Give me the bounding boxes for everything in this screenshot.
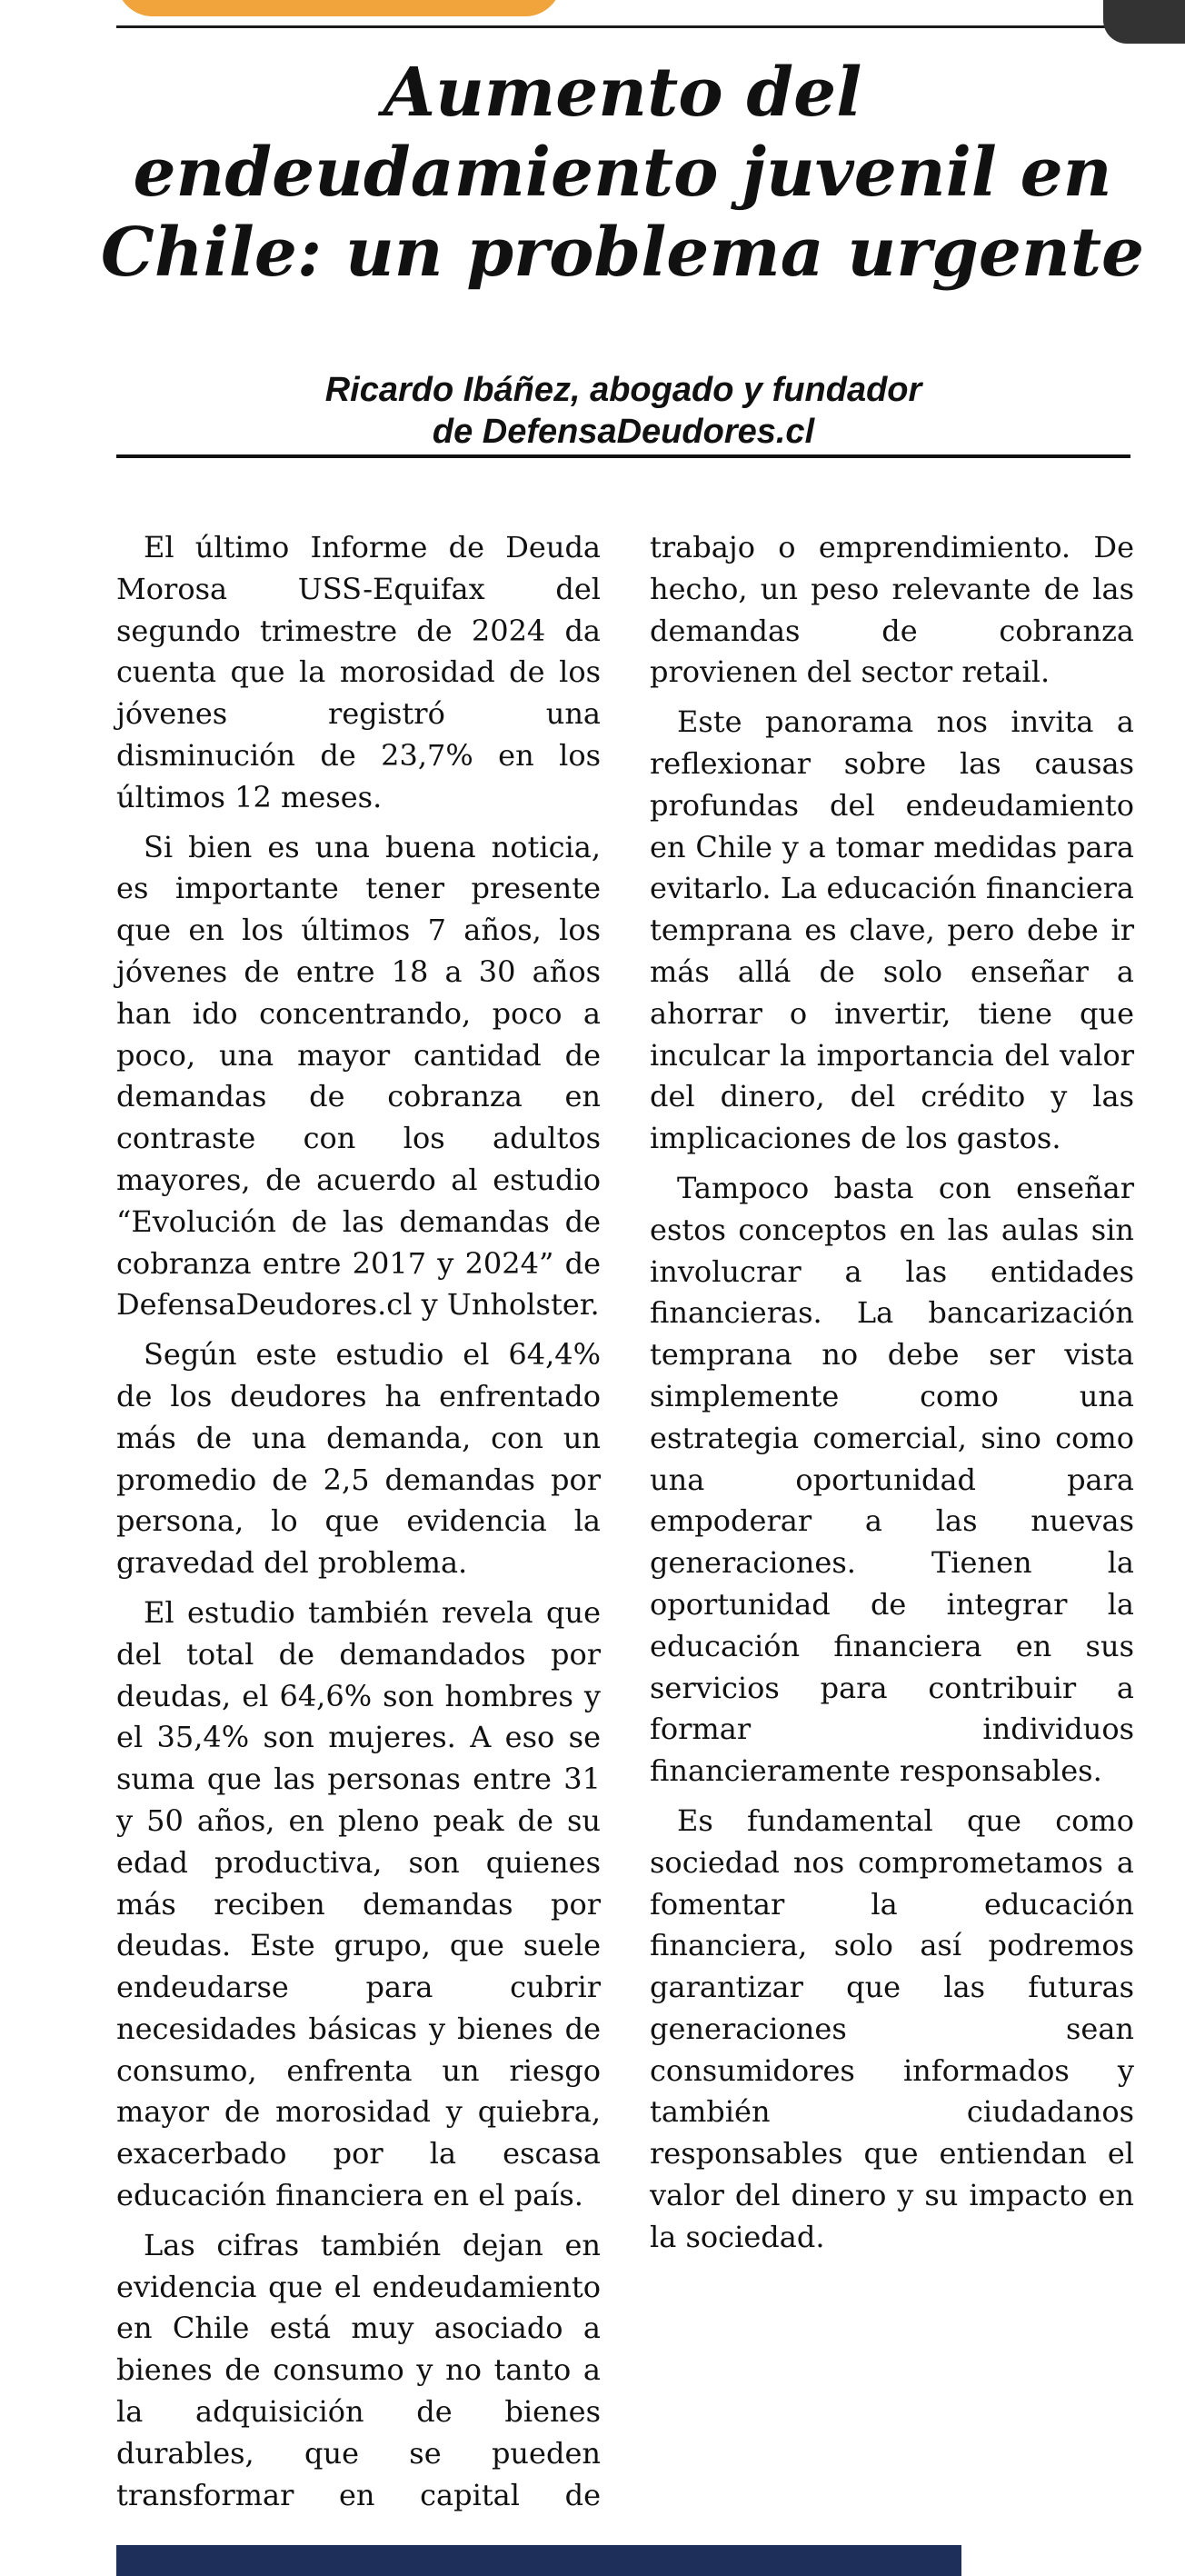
byline-organization: de DefensaDeudores.cl: [432, 413, 815, 451]
byline-author: Ricardo Ibáñez, abogado y fundador: [324, 371, 922, 409]
paragraph: Tampoco basta con enseñar estos conceptos en las aulas sin involucrar a las entidades financieras. La bancarización temprana no debe ser vista simplemente como una estrategia comercial, sino como una oportunidad para empoderar a las nuevas generaciones. Tienen la oportunidad de integrar la educación financiera en sus servicios para contribuir a formar individuos financieramente responsables.: [650, 1170, 1134, 1789]
corner-mark: [1103, 0, 1185, 44]
byline: [116, 369, 1130, 453]
paragraph: Es fundamental que como sociedad nos comprometamos a fomentar la educación financiera, solo así podremos garantizar que las futuras generaciones sean consumidores informados y también ciudadanos responsables que entiendan el valor del dinero y su impacto en la sociedad.: [650, 1802, 1134, 2254]
byline-rule: [116, 454, 1130, 458]
paragraph: Según este estudio el 64,4% de los deudores ha enfrentado más de una demanda, con un promedio de 2,5 demandas por persona, lo que evidencia la gravedad del problema.: [116, 1337, 601, 1581]
paragraph: El último Informe de Deuda Morosa USS-Equifax del segundo trimestre de 2024 da cuenta que la morosidad de los jóvenes registró una disminución de 23,7% en los últimos 12 meses.: [116, 530, 601, 814]
bottom-banner: [116, 2545, 961, 2576]
top-rule: [116, 25, 1121, 28]
section-tab: [116, 0, 562, 16]
paragraph: Si bien es una buena noticia, es importante tener presente que en los últimos 7 años, los jóvenes de entre 18 a 30 años han ido concentrando, poco a poco, una mayor cantidad de demandas de cobranza en contraste con los adultos mayores, de acuerdo al estudio “Evolución de las demandas de cobranza entre 2017 y 2024” de DefensaDeudores.cl y Unholster.: [116, 829, 601, 1323]
article-body: [116, 527, 1134, 2527]
paragraph: Este panorama nos invita a reflexionar sobre las causas profundas del endeudamiento en Chile y a tomar medidas para evitarlo. La educación financiera temprana es clave, pero debe ir más allá de solo enseñar a ahorrar o invertir, tiene que inculcar la importancia del valor del dinero, del crédito y las implicaciones de los gastos.: [650, 704, 1134, 1156]
paragraph: El estudio también revela que del total de demandados por deudas, el 64,6% son hombres y el 35,4% son mujeres. A eso se suma que las personas entre 31 y 50 años, en pleno peak de su edad productiva, son quienes más reciben demandas por deudas. Este grupo, que suele endeudarse para cubrir necesidades básicas y bienes de consumo, enfrenta un riesgo mayor de morosidad y quiebra, exacerbado por la escasa educación financiera en el país.: [116, 1594, 601, 2213]
paragraph: Las cifras también dejan en evidencia que el endeudamiento en Chile está muy asociado a bienes de consumo y no tanto a la adquisición de bienes durables, que se pueden transformar en capital de trabajo o emprendimiento. De hecho, un peso relevante de las demandas de cobranza provienen del sector retail.: [116, 530, 1134, 2512]
headline: Aumento del endeudamiento juvenil en Chile: un problema urgente: [100, 54, 1145, 292]
